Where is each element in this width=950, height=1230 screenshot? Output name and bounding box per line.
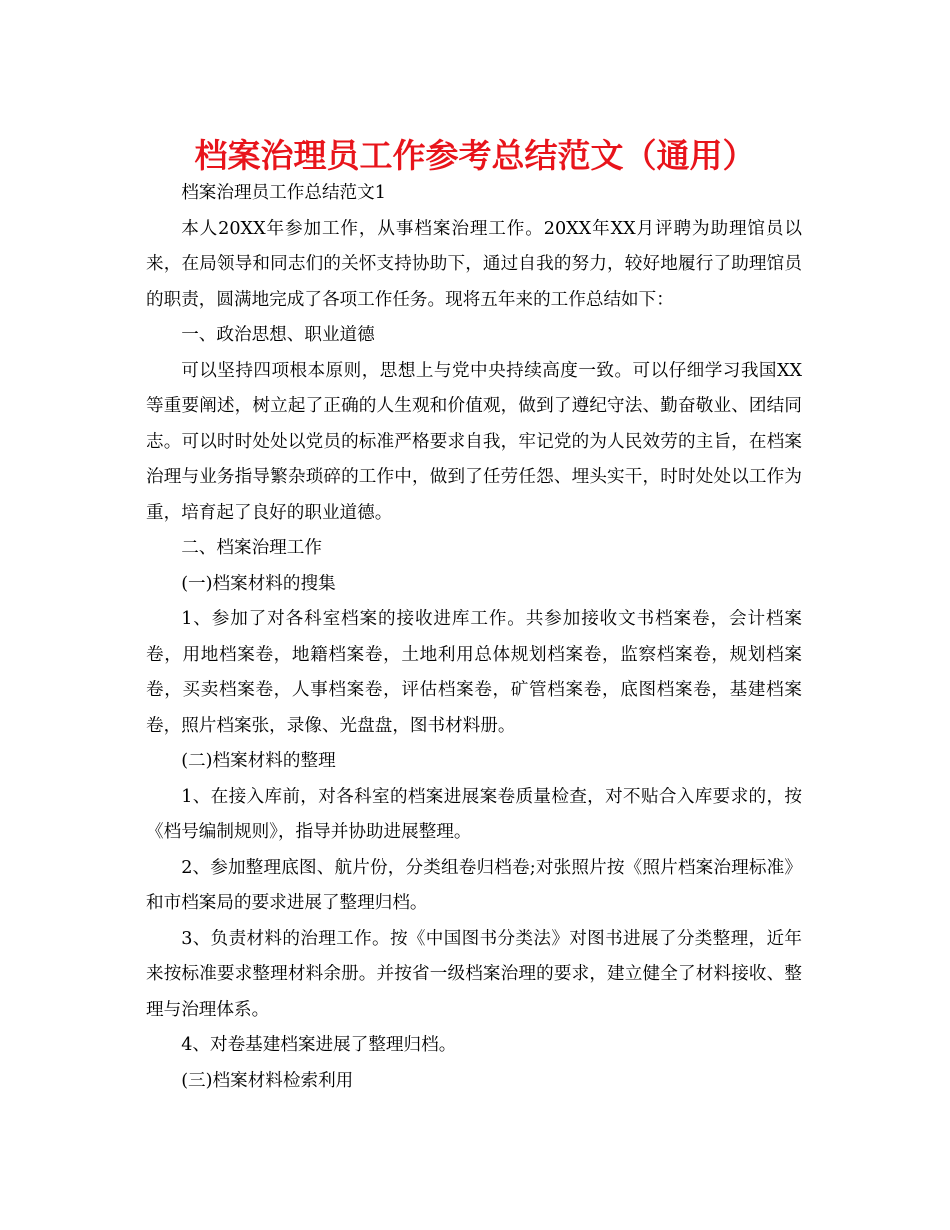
paragraph: 可以坚持四项根本原则，思想上与党中央持续高度一致。可以仔细学习我国XX等重要阐述，树立起了正确的人生观和价值观，做到了遵纪守法、勤奋敬业、团结同志。可以时时处处以党员的标准严格要求自我，牢记党的为人民效劳的主旨，在档案治理与业务指导繁杂琐碎的工作中，做到了任劳任怨、埋头实干，时时处处以工作为重，培育起了良好的职业道德。	[146, 360, 802, 523]
section-heading: 二、档案治理工作	[181, 538, 322, 558]
paragraph: 2、参加整理底图、航片份，分类组卷归档卷;对张照片按《照片档案治理标准》和市档案局的要求进展了整理归档。	[146, 857, 802, 913]
paragraph: 3、负责材料的治理工作。按《中国图书分类法》对图书进展了分类整理，近年来按标准要求整理材料余册。并按省一级档案治理的要求，建立健全了材料接收、整理与治理体系。	[146, 928, 802, 1020]
section-heading: 档案治理员工作总结范文1	[181, 183, 386, 203]
paragraph: 4、对卷基建档案进展了整理归档。	[181, 1035, 457, 1055]
paragraph: 1、在接入库前，对各科室的档案进展案卷质量检查，对不贴合入库要求的，按《档号编制规则》，指导并协助进展整理。	[146, 786, 802, 842]
subsection-heading: (一)档案材料的搜集	[181, 573, 336, 594]
document-body	[146, 176, 802, 1099]
document-title: 档案治理员工作参考总结范文（通用）	[194, 136, 756, 175]
paragraph: 1、参加了对各科室档案的接收进库工作。共参加接收文书档案卷，会计档案卷，用地档案卷，地籍档案卷，土地利用总体规划档案卷，监察档案卷，规划档案卷，买卖档案卷，人事档案卷，评估档案卷，矿管档案卷，底图档案卷，基建档案卷，照片档案张，录像、光盘盘，图书材料册。	[146, 609, 802, 736]
subsection-heading: (二)档案材料的整理	[181, 751, 336, 771]
paragraph: 本人20XX年参加工作，从事档案治理工作。20XX年XX月评聘为助理馆员以来，在局领导和同志们的关怀支持协助下，通过自我的努力，较好地履行了助理馆员的职责，圆满地完成了各项工作任务。现将五年来的工作总结如下：	[146, 218, 802, 310]
subsection-heading: (三)档案材料检索利用	[181, 1070, 354, 1091]
section-heading: 一、政治思想、职业道德	[181, 325, 375, 345]
